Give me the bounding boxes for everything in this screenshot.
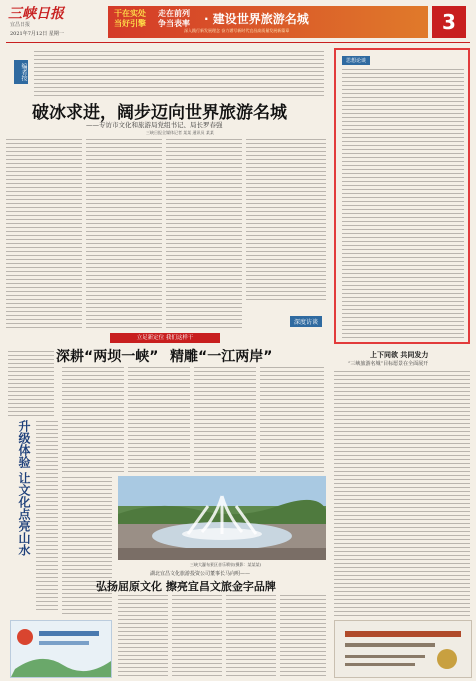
masthead-rule [6, 42, 470, 43]
sidebar-box [334, 48, 470, 344]
banner-slogan-mid-1: 走在前列 [158, 9, 190, 18]
lead-column-4 [246, 138, 326, 302]
bottom-column-4 [280, 594, 326, 676]
lead-subhead: ——专访市文化和旅游局党组书记、局长罗春强 [86, 121, 223, 129]
lead-column-3 [166, 138, 242, 328]
lead-column-1 [6, 138, 82, 328]
bottom-column-1 [118, 594, 168, 676]
right-bottom-head-1: 上下同欲 共同发力 [370, 351, 429, 359]
masthead [0, 0, 476, 44]
banner-slogan-left-2: 当好引擎 [114, 19, 146, 28]
right-bottom-head-2: “三峡旅游名城”目标愿景在全面展开 [348, 361, 429, 367]
lead-story [6, 46, 328, 332]
newspaper-logo: 三峡日报 [8, 6, 64, 22]
left-column-text-top [8, 350, 54, 416]
right-bottom-column-text [334, 370, 470, 618]
photo-caption: 三峡大瀑布景区音乐喷泉(摄影：某某某) [190, 562, 262, 567]
lead-byline: 三峡日报全媒体记者 某某 通讯员 某某 [146, 130, 214, 135]
lead-column-2 [86, 138, 162, 328]
middle-section-tag-text: 立足新定位 我们这样干 [136, 335, 194, 341]
bottom-left-ad [10, 620, 112, 678]
middle-column-2 [128, 366, 190, 474]
editor-note-tag: 编者按 [14, 60, 28, 84]
banner-slogan-left-1: 干在实处 [114, 9, 146, 18]
bottom-column-3 [226, 594, 276, 676]
bottom-headline: 弘扬屈原文化 擦亮宜昌文旅金字品牌 [96, 580, 276, 593]
middle-headline-left: 深耕“两坝一峡” [56, 349, 159, 365]
fountain-photo-graphic [118, 476, 326, 560]
page-number: 3 [432, 6, 466, 38]
editor-note-text [34, 50, 324, 98]
bottom-column-2 [172, 594, 222, 676]
banner-title: · 建设世界旅游名城 [204, 12, 309, 26]
sidebar-body-text [342, 68, 464, 338]
middle-column-1 [62, 366, 124, 474]
left-column-text [36, 420, 58, 610]
lead-headline: 破冰求进，阔步迈向世界旅游名城 [32, 103, 287, 123]
right-bottom-ad [334, 620, 472, 678]
ad-graphic [11, 621, 111, 677]
newspaper-sub-logo: 宜昌日报 [10, 22, 31, 28]
pullquote-badge: 深度访谈 [290, 316, 322, 327]
banner [108, 6, 428, 38]
banner-subtitle: 深入践行新发展理念 奋力谱写新时代宜昌高质量发展新篇章 [184, 28, 290, 33]
right-ad-graphic [335, 621, 471, 677]
middle-column-3 [194, 366, 256, 474]
date-line: 2021年7月12日 星期一 [10, 31, 64, 37]
bottom-kicker: 湖北宜昌文化旅游投资公司董事长马向明—— [150, 571, 251, 577]
sidebar-tag: 思想论谈 [342, 56, 370, 65]
middle-column-4 [260, 366, 324, 474]
middle-headline-right: 精雕“一江两岸” [170, 349, 273, 365]
middle-section-tag [110, 333, 220, 343]
vertical-headline: 升级体验 让文化点亮山水 [17, 420, 31, 557]
banner-slogan-mid-2: 争当表率 [158, 19, 190, 28]
boxed-column-text [62, 476, 112, 616]
fountain-photo [118, 476, 326, 560]
